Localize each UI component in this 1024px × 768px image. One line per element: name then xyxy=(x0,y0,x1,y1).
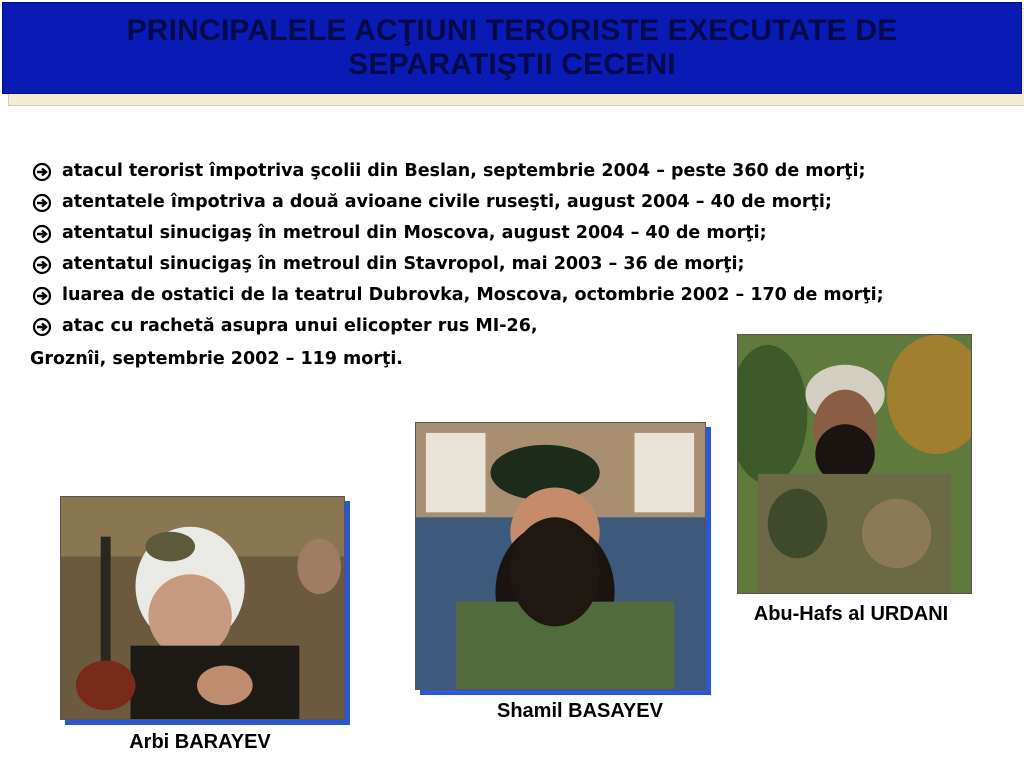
circled-arrow-icon xyxy=(32,317,52,337)
circled-arrow-icon xyxy=(32,162,52,182)
photo-center xyxy=(415,422,706,690)
caption-center: Shamil BASAYEV xyxy=(497,700,663,722)
photo-right xyxy=(737,334,972,594)
list-item xyxy=(32,249,992,280)
caption-right: Abu-Hafs al URDANI xyxy=(753,603,949,625)
caption-left: Arbi BARAYEV xyxy=(129,731,271,753)
bullet-text: atentatul sinucigaş în metroul din Moscova, august 2004 – 40 de morţi; xyxy=(62,223,767,243)
portrait-image xyxy=(61,497,344,719)
bullet-text: atacul terorist împotriva şcolii din Beslan, septembrie 2004 – peste 360 de morţi; xyxy=(62,161,866,181)
bullet-text: luarea de ostatici de la teatrul Dubrovka, Moscova, octombrie 2002 – 170 de morţi; xyxy=(62,285,884,305)
circled-arrow-icon xyxy=(32,286,52,306)
bullet-text: atentatele împotriva a două avioane civile ruseşti, august 2004 – 40 de morţi; xyxy=(62,192,832,212)
circled-arrow-icon xyxy=(32,193,52,213)
list-item xyxy=(32,187,992,218)
bullet-continuation: Groznîi, septembrie 2002 – 119 morţi. xyxy=(30,349,403,369)
portrait-image xyxy=(738,335,971,593)
title-bar xyxy=(2,2,1022,94)
photo-left xyxy=(60,496,345,720)
circled-arrow-icon xyxy=(32,255,52,275)
bullet-text: atentatul sinucigaş în metroul din Stavropol, mai 2003 – 36 de morţi; xyxy=(62,254,745,274)
list-item xyxy=(32,280,992,311)
list-item xyxy=(32,218,992,249)
portrait-image xyxy=(416,423,705,689)
slide-title: PRINCIPALELE ACŢIUNI TERORISTE EXECUTATE DE SEPARATIŞTII CECENI xyxy=(126,14,898,81)
list-item xyxy=(32,156,992,187)
bullet-text: atac cu rachetă asupra unui elicopter rus MI-26, xyxy=(62,316,538,336)
circled-arrow-icon xyxy=(32,224,52,244)
